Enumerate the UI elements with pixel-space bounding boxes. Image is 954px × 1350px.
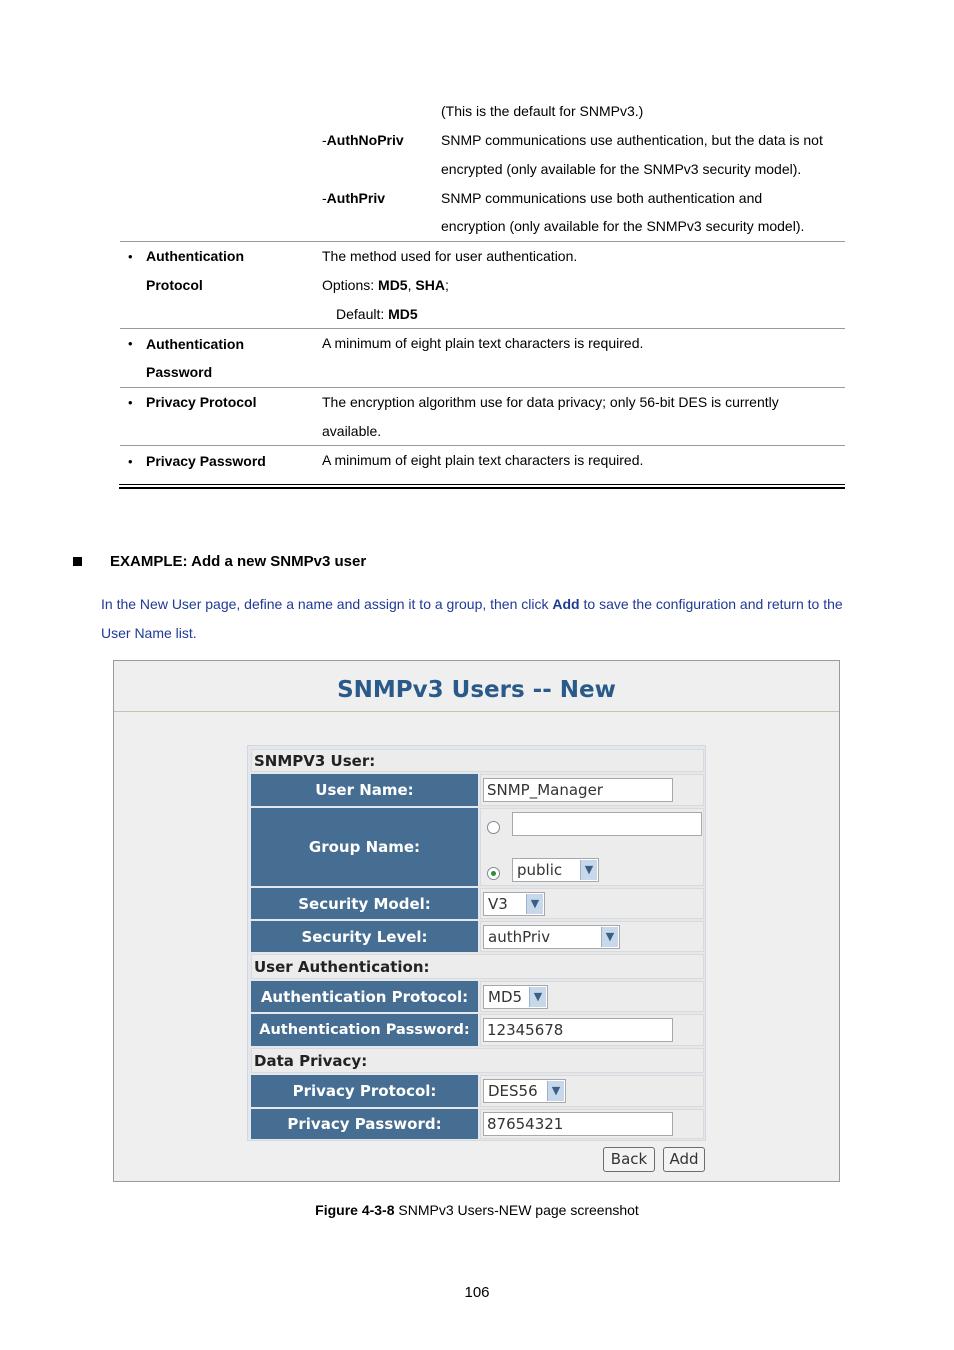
default-value: MD5 [388, 306, 418, 322]
figure-caption [0, 1202, 954, 1218]
options-separator: , [407, 277, 416, 293]
table-divider [120, 445, 845, 446]
param-label-auth-protocol-2: Protocol [146, 277, 203, 293]
group-name-label: Group Name: [251, 808, 478, 886]
security-model-label: Security Model: [251, 888, 478, 919]
table-divider [120, 241, 845, 242]
group-new-input[interactable] [512, 812, 702, 836]
user-name-input[interactable]: SNMP_Manager [483, 778, 673, 802]
authpriv-dash: - [322, 190, 327, 206]
authnopriv-dash: - [322, 132, 327, 148]
square-bullet-icon [73, 557, 82, 566]
privacy-protocol-label: Privacy Protocol: [251, 1075, 478, 1107]
param-label-privacy-password: Privacy Password [146, 453, 266, 469]
group-new-radio[interactable] [487, 821, 500, 834]
figure-text: SNMPv3 Users-NEW page screenshot [394, 1202, 639, 1218]
example-text-b: to save the configuration and return to the [579, 596, 843, 612]
security-level-cell [480, 921, 704, 952]
example-text-line1 [101, 596, 843, 612]
privacy-password-input[interactable]: 87654321 [483, 1112, 673, 1136]
table-bottom-rule [119, 487, 845, 489]
chevron-down-icon: ▼ [580, 860, 597, 880]
authpriv-label: AuthPriv [326, 190, 386, 206]
authnopriv-label: AuthNoPriv [326, 132, 404, 148]
authnopriv-name [322, 132, 404, 148]
group-name-cell [480, 808, 704, 886]
table-divider [120, 328, 845, 329]
auth-protocol-value: MD5 [488, 988, 523, 1006]
bullet: • [128, 454, 133, 469]
options-end: ; [444, 277, 449, 293]
chevron-down-icon: ▼ [547, 1081, 564, 1101]
privacy-protocol-select[interactable] [483, 1079, 566, 1103]
auth-password-cell [480, 1014, 704, 1046]
param-desc-auth-protocol: The method used for user authentication. [322, 248, 578, 264]
auth-password-input[interactable]: 12345678 [483, 1018, 673, 1042]
example-text-a: In the New User page, define a name and assign it to a group, then click [101, 596, 553, 612]
authpriv-desc-line2: encryption (only available for the SNMPv3 security model). [441, 218, 805, 234]
section-snmpv3-user: SNMPV3 User: [251, 749, 704, 772]
group-existing-radio[interactable] [487, 867, 500, 880]
param-label-auth-password-2: Password [146, 364, 213, 380]
auth-protocol-select[interactable] [483, 985, 548, 1009]
security-level-value: authPriv [488, 928, 551, 946]
chevron-down-icon: ▼ [601, 927, 618, 947]
group-select[interactable] [512, 858, 599, 882]
param-desc-privacy-protocol-1: The encryption algorithm use for data privacy; only 56-bit DES is currently [322, 394, 779, 410]
security-model-select[interactable] [483, 892, 545, 916]
privacy-protocol-value: DES56 [488, 1082, 538, 1100]
screenshot-title: SNMPv3 Users -- New [337, 677, 616, 703]
example-text-line2: User Name list. [101, 625, 197, 641]
snmp-user-form [247, 745, 706, 1141]
option-md5: MD5 [378, 277, 408, 293]
param-options-auth-protocol [322, 277, 449, 293]
chevron-down-icon: ▼ [526, 894, 543, 914]
security-level-select[interactable] [483, 925, 620, 949]
bullet: • [128, 336, 133, 351]
auth-protocol-cell [480, 981, 704, 1012]
param-default-auth-protocol [336, 306, 418, 322]
bullet: • [128, 395, 133, 410]
example-text-add: Add [552, 596, 580, 612]
authpriv-desc-line1: SNMP communications use both authentication and [441, 190, 763, 206]
authnopriv-desc-line2: encrypted (only available for the SNMPv3 security model). [441, 161, 802, 177]
table-divider [120, 387, 845, 388]
section-data-privacy: Data Privacy: [251, 1048, 704, 1073]
add-button[interactable]: Add [663, 1147, 705, 1172]
default-prefix: Default: [336, 306, 389, 322]
param-label-auth-password-1: Authentication [146, 336, 244, 352]
user-name-cell [480, 774, 704, 806]
auth-password-label: Authentication Password: [251, 1014, 478, 1046]
param-label-privacy-protocol: Privacy Protocol [146, 394, 257, 410]
user-name-label: User Name: [251, 774, 478, 806]
auth-protocol-label: Authentication Protocol: [251, 981, 478, 1012]
page-number: 106 [464, 1284, 490, 1301]
param-desc-privacy-password: A minimum of eight plain text characters is required. [322, 452, 644, 468]
options-prefix: Options: [322, 277, 379, 293]
privacy-password-cell [480, 1109, 704, 1139]
param-label-auth-protocol-1: Authentication [146, 248, 244, 264]
section-user-authentication: User Authentication: [251, 954, 704, 979]
privacy-protocol-cell [480, 1075, 704, 1107]
screenshot-frame [113, 660, 840, 1182]
security-model-value: V3 [488, 895, 508, 913]
security-model-cell [480, 888, 704, 919]
option-sha: SHA [415, 277, 445, 293]
authnopriv-desc-line1: SNMP communications use authentication, but the data is not [441, 132, 823, 148]
authpriv-name [322, 190, 385, 206]
param-desc-auth-password: A minimum of eight plain text characters is required. [322, 335, 644, 351]
figure-number: Figure 4-3-8 [315, 1202, 395, 1218]
privacy-password-label: Privacy Password: [251, 1109, 478, 1139]
table-bottom-rule [119, 484, 845, 485]
title-separator [114, 711, 839, 712]
security-level-label: Security Level: [251, 921, 478, 952]
example-heading: EXAMPLE: Add a new SNMPv3 user [110, 553, 367, 570]
chevron-down-icon: ▼ [529, 987, 546, 1007]
param-desc-privacy-protocol-2: available. [322, 423, 382, 439]
group-select-value: public [517, 861, 563, 879]
noauth-default-note: (This is the default for SNMPv3.) [441, 103, 644, 119]
back-button[interactable]: Back [603, 1147, 655, 1172]
bullet: • [128, 249, 133, 264]
